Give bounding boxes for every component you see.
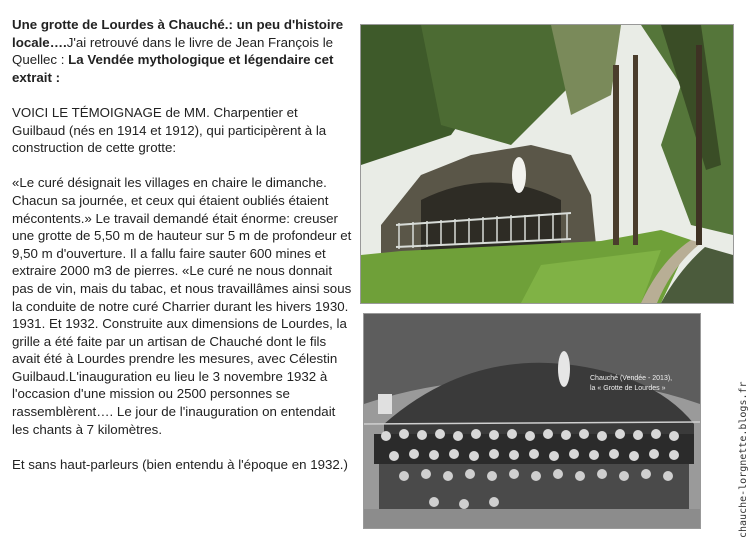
intro-paragraph bbox=[12, 16, 352, 86]
intro-text: J'ai retrouvé dans le livre de Jean François le Quellec : bbox=[12, 34, 334, 68]
watermark-text: chauche-lorgnette.blogs.fr bbox=[738, 381, 749, 538]
testimony-heading-paragraph: VOICI LE TÉMOIGNAGE de MM. Charpentier et Guilbaud (nés en 1914 et 1912), qui participèrent à la construction de cette grotte: bbox=[12, 104, 327, 156]
testimony-paragraph: «Le curé désignait les villages en chaire le dimanche. Chacun sa journée, et ceux qui étaient oubliés étaient mécontents.» Le travail demandé était énorme: creuser une grotte de 5,50 m de hauteur sur 5 m de profondeur et 9,50 m d'ouverture. Il a fallu faire sauter 600 mines et extraire 2000 m3 de pierres. «Le curé ne nous donnait pas de vin, mais du tabac, et nous travaillâmes ainsi sous la conduite de notre curé Charrier durant les hivers 1930. 1931. Et 1932. Construite aux dimensions de Lourdes, la grille a été faite par un artisan de Chauché dont le fils avait été à Lourdes prendre les mesures, avec Célestin Guilbaud.L'inauguration eu lieu le 3 novembre 1932 à l'occasion d'une mission ou 2500 personnes se rassemblèrent…. Le jour de l'inauguration on entendait les chants à 7 kilomètres. bbox=[12, 175, 352, 437]
grotto-bw-photo bbox=[363, 313, 701, 529]
article-text bbox=[12, 16, 352, 491]
photo-caption-line1: Chauché (Vendée - 2013), bbox=[590, 375, 673, 382]
article-title: Une grotte de Lourdes à Chauché.: un peu d'histoire locale…. bbox=[12, 17, 344, 50]
closing-paragraph: Et sans haut-parleurs (bien entendu à l'époque en 1932.) bbox=[12, 456, 348, 472]
grotto-color-photo bbox=[360, 24, 734, 304]
photo-caption-line2: la « Grotte de Lourdes » bbox=[590, 385, 666, 392]
book-title: La Vendée mythologique et légendaire cet extrait : bbox=[12, 52, 334, 85]
blog-watermark bbox=[736, 381, 750, 538]
